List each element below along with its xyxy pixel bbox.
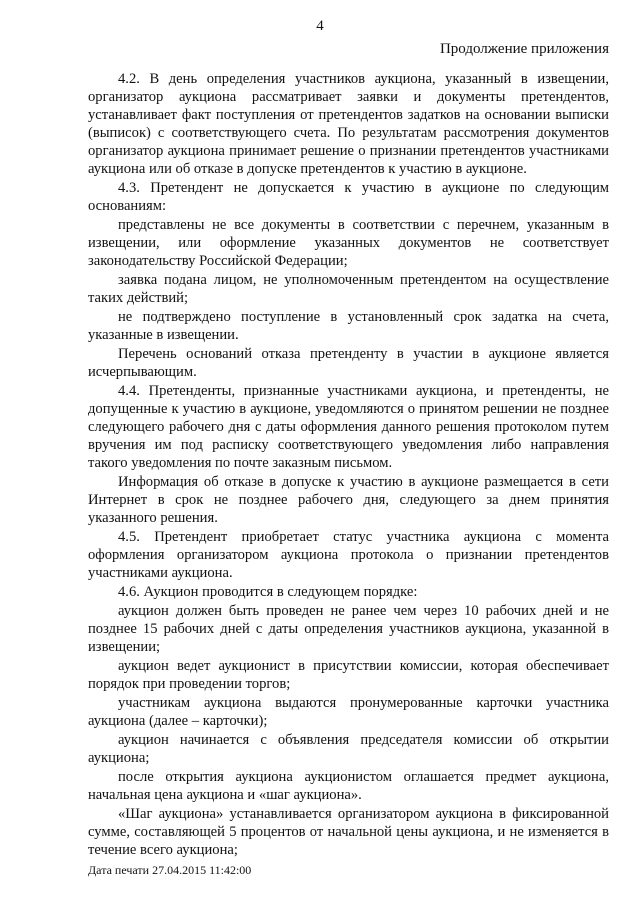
list-item: представлены не все документы в соответствии с перечнем, указанным в извещении, или оформление указанных документов не соответствует законодательству Российской Федерации; — [88, 217, 609, 269]
list-item: участникам аукциона выдаются пронумерованные карточки участника аукциона (далее – карточки); — [88, 695, 609, 729]
print-date: Дата печати 27.04.2015 11:42:00 — [88, 863, 252, 877]
list-item: заявка подана лицом, не уполномоченным претендентом на осуществление таких действий; — [88, 272, 609, 306]
list-item: «Шаг аукциона» устанавливается организатором аукциона в фиксированной сумме, составляющей 5 процентов от начальной цены аукциона, и не изменяется в течение всего аукциона; — [88, 806, 609, 858]
list-item: после открытия аукциона аукционистом оглашается предмет аукциона, начальная цена аукциона и «шаг аукциона». — [88, 769, 609, 803]
paragraph-4-2: 4.2. В день определения участников аукциона, указанный в извещении, организатор аукциона рассматривает заявки и документы претендентов, устанавливает факт поступления от претендентов задатков на основании выписки (выписок) с соответствующего счета. По результатам рассмотрения документов организатор аукциона принимает решение о признании претендентов участниками аукциона или об отказе в допуске претендентов к участию в аукционе. — [88, 71, 609, 177]
paragraph: Информация об отказе в допуске к участию в аукционе размещается в сети Интернет в срок не позднее рабочего дня, следующего за днем принятия указанного решения. — [88, 474, 609, 526]
document-body — [88, 70, 609, 860]
paragraph: Перечень оснований отказа претенденту в участии в аукционе является исчерпывающим. — [88, 346, 609, 380]
paragraph-4-6: 4.6. Аукцион проводится в следующем порядке: — [118, 584, 418, 600]
list-item: аукцион начинается с объявления председателя комиссии об открытии аукциона; — [88, 732, 609, 766]
continuation-label: Продолжение приложения — [439, 41, 609, 57]
list-item: аукцион ведет аукционист в присутствии комиссии, которая обеспечивает порядок при проведении торгов; — [88, 658, 609, 692]
list-item: аукцион должен быть проведен не ранее чем через 10 рабочих дней и не позднее 15 рабочих дней с даты определения участников аукциона, указанной в извещении; — [88, 603, 609, 655]
paragraph-4-5: 4.5. Претендент приобретает статус участника аукциона с момента оформления организатором аукциона протокола о признании претендентов участниками аукциона. — [88, 529, 609, 581]
page-number: 4 — [316, 18, 324, 34]
paragraph-4-4: 4.4. Претенденты, признанные участниками аукциона, и претенденты, не допущенные к участию в аукционе, уведомляются о принятом решении не позднее следующего рабочего дня с даты оформления данного решения протоколом путем вручения им под расписку соответствующего уведомления либо направления такого уведомления по почте заказным письмом. — [88, 383, 609, 471]
list-item: не подтверждено поступление в установленный срок задатка на счета, указанные в извещении. — [88, 309, 609, 343]
paragraph-4-3: 4.3. Претендент не допускается к участию в аукционе по следующим основаниям: — [88, 180, 609, 214]
